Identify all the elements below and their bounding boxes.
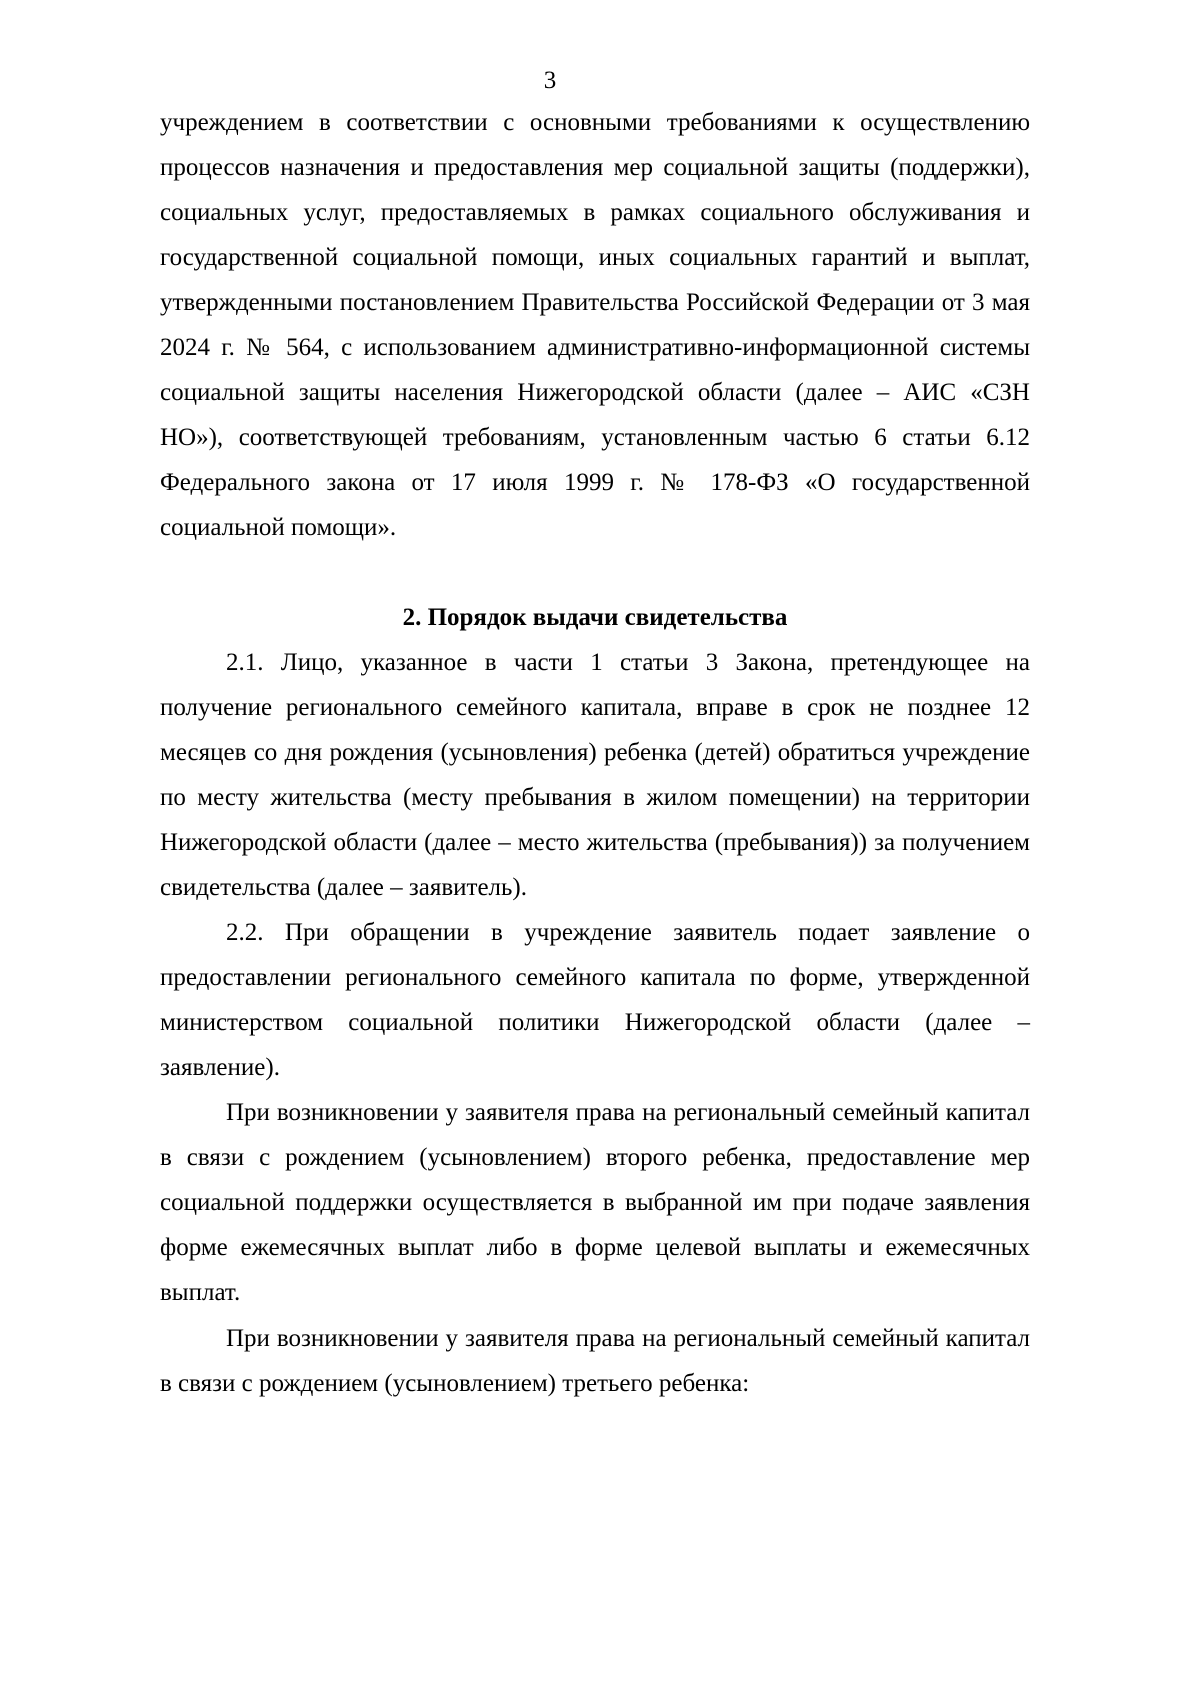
paragraph-2-2: 2.2. При обращении в учреждение заявитель подает заявление о предоставлении регионального семейного капитала по форме, утвержденной министерством социальной политики Нижегородской области (далее – заявление).: [160, 919, 1030, 1081]
section-heading: 2. Порядок выдачи свидетельства: [402, 604, 788, 631]
paragraph-third-child: При возникновении у заявителя права на региональный семейный капитал в связи с рождением (усыновлением) третьего ребенка:: [160, 1325, 1030, 1397]
paragraph-2-1: 2.1. Лицо, указанное в части 1 статьи 3 Закона, претендующее на получение регионального семейного капитала, вправе в срок не позднее 12 месяцев со дня рождения (усыновления) ребенка (детей) обратиться учреждение по месту жительства (месту пребывания в жилом помещении) на территории Нижегородской области (далее – место жительства (пребывания)) за получением свидетельства (далее – заявитель).: [160, 649, 1030, 901]
page-number: 3: [543, 67, 557, 94]
paragraph-second-child: При возникновении у заявителя права на региональный семейный капитал в связи с рождением (усыновлением) второго ребенка, предоставление мер социальной поддержки осуществляется в выбранной им при подаче заявления форме ежемесячных выплат либо в форме целевой выплаты и ежемесячных выплат.: [160, 1099, 1030, 1306]
paragraph-continuation: учреждением в соответствии с основными требованиями к осуществлению процессов назначения и предоставления мер социальной защиты (поддержки), социальных услуг, предоставляемых в рамках социального обслуживания и государственной социальной помощи, иных социальных гарантий и выплат, утвержденными постановлением Правительства Российской Федерации от 3 мая 2024 г. № 564, с использованием административно-информационной системы социальной защиты населения Нижегородской области (далее – АИС «СЗН НО»), соответствующей требованиям, установленным частью 6 статьи 6.12 Федерального закона от 17 июля 1999 г. № 178-ФЗ «О государственной социальной помощи».: [160, 109, 1030, 541]
